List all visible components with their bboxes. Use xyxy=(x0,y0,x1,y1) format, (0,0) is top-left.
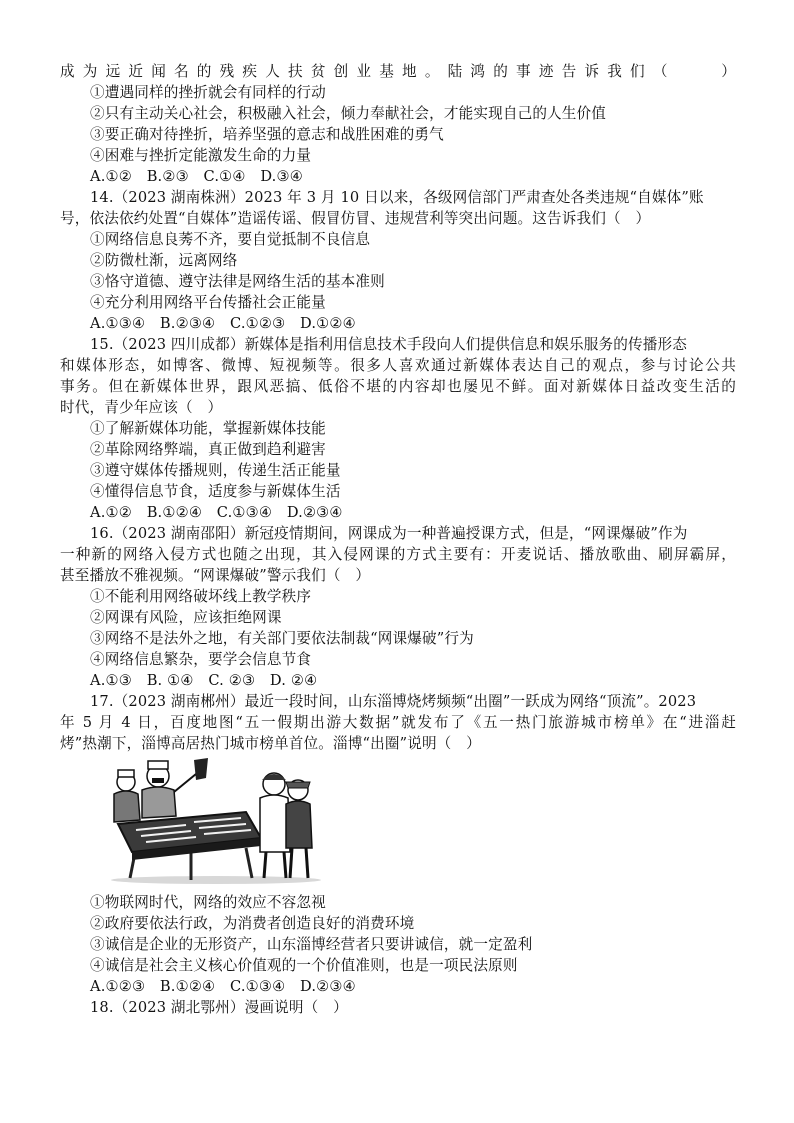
q13-stem-end: 成为远近闻名的残疾人扶贫创业基地。陆鸿的事迹告诉我们（ ） xyxy=(60,63,736,80)
q14-option-1: ①网络信息良莠不齐，要自觉抵制不良信息 xyxy=(90,231,371,248)
q17-stem-1: 17.（2023 湖南郴州）最近一段时间，山东淄博烧烤频频“出圈”一跃成为网络“顶流”。2023 xyxy=(90,693,697,710)
q15-stem-3: 事务。但在新媒体世界，跟风恶搞、低俗不堪的内容却也屡见不鲜。面对新媒体日益改变生活的 xyxy=(60,378,736,395)
q14-option-4: ④充分利用网络平台传播社会正能量 xyxy=(90,294,326,311)
q16-stem-1: 16.（2023 湖南邵阳）新冠疫情期间，网课成为一种普遍授课方式，但是，“网课爆破”作为 xyxy=(90,525,688,542)
q17-option-4: ④诚信是社会主义核心价值观的一个价值准则，也是一项民法原则 xyxy=(90,957,518,974)
q15-stem-1: 15.（2023 四川成都）新媒体是指利用信息技术手段向人们提供信息和娱乐服务的传播形态 xyxy=(90,336,687,353)
q17-answers: A.①②③ B.①②④ C.①③④ D.②③④ xyxy=(90,978,356,995)
q13-option-2: ②只有主动关心社会，积极融入社会，倾力奉献社会，才能实现自己的人生价值 xyxy=(90,105,607,122)
q15-answers: A.①② B.①②④ C.①③④ D.②③④ xyxy=(90,504,343,521)
q16-option-3: ③网络不是法外之地，有关部门要依法制裁“网课爆破”行为 xyxy=(90,630,474,647)
q15-stem-2: 和媒体形态，如博客、微博、短视频等。很多人喜欢通过新媒体表达自己的观点，参与讨论公共 xyxy=(60,357,736,374)
q13-option-3: ③要正确对待挫折，培养坚强的意志和战胜困难的勇气 xyxy=(90,126,444,143)
q16-stem-3: 甚至播放不雅视频。“网课爆破”警示我们（ ） xyxy=(60,567,371,584)
q16-stem-2: 一种新的网络入侵方式也随之出现，其入侵网课的方式主要有：开麦说话、播放歌曲、刷屏霸屏， xyxy=(60,546,736,563)
q16-option-4: ④网络信息繁杂，要学会信息节食 xyxy=(90,651,312,668)
q15-option-3: ③遵守媒体传播规则，传递生活正能量 xyxy=(90,462,341,479)
q13-option-1: ①遭遇同样的挫折就会有同样的行动 xyxy=(90,84,326,101)
q14-stem-1: 14.（2023 湖南株洲）2023 年 3 月 10 日以来，各级网信部门严肃查处各类违规“自媒体”账 xyxy=(90,189,704,206)
q14-stem-2: 号，依法依约处置“自媒体”造谣传谣、假冒仿冒、违规营利等突出问题。这告诉我们（ ） xyxy=(60,210,651,227)
q16-option-1: ①不能利用网络破坏线上教学秩序 xyxy=(90,588,312,605)
q17-stem-3: 烤”热潮下，淄博高居热门城市榜单首位。淄博“出圈”说明（ ） xyxy=(60,735,481,752)
q15-option-4: ④懂得信息节食，适度参与新媒体生活 xyxy=(90,483,341,500)
q14-answers: A.①③④ B.②③④ C.①②③ D.①②④ xyxy=(90,315,356,332)
q17-stem-2: 年 5 月 4 日，百度地图“五一假期出游大数据”就发布了《五一热门旅游城市榜单》在“进淄赶 xyxy=(60,714,736,731)
q17-option-2: ②政府要依法行政，为消费者创造良好的消费环境 xyxy=(90,915,415,932)
q13-option-4: ④困难与挫折定能激发生命的力量 xyxy=(90,147,312,164)
q14-option-3: ③恪守道德、遵守法律是网络生活的基本准则 xyxy=(90,273,385,290)
q16-answers: A.①③ B. ①④ C. ②③ D. ②④ xyxy=(90,672,318,689)
q15-option-2: ②革除网络弊端，真正做到趋利避害 xyxy=(90,441,326,458)
q18-stem: 18.（2023 湖北鄂州）漫画说明（ ） xyxy=(90,999,348,1016)
q17-option-1: ①物联网时代，网络的效应不容忽视 xyxy=(90,894,326,911)
q13-answers: A.①② B.②③ C.①④ D.③④ xyxy=(90,168,303,185)
q14-option-2: ②防微杜渐，远离网络 xyxy=(90,252,238,269)
q15-stem-4: 时代，青少年应该（ ） xyxy=(60,399,223,416)
q16-option-2: ②网课有风险，应该拒绝网课 xyxy=(90,609,282,626)
q17-option-3: ③诚信是企业的无形资产，山东淄博经营者只要讲诚信，就一定盈利 xyxy=(90,936,533,953)
q15-option-1: ①了解新媒体功能，掌握新媒体技能 xyxy=(90,420,326,437)
bbq-cartoon-illustration xyxy=(96,752,328,884)
